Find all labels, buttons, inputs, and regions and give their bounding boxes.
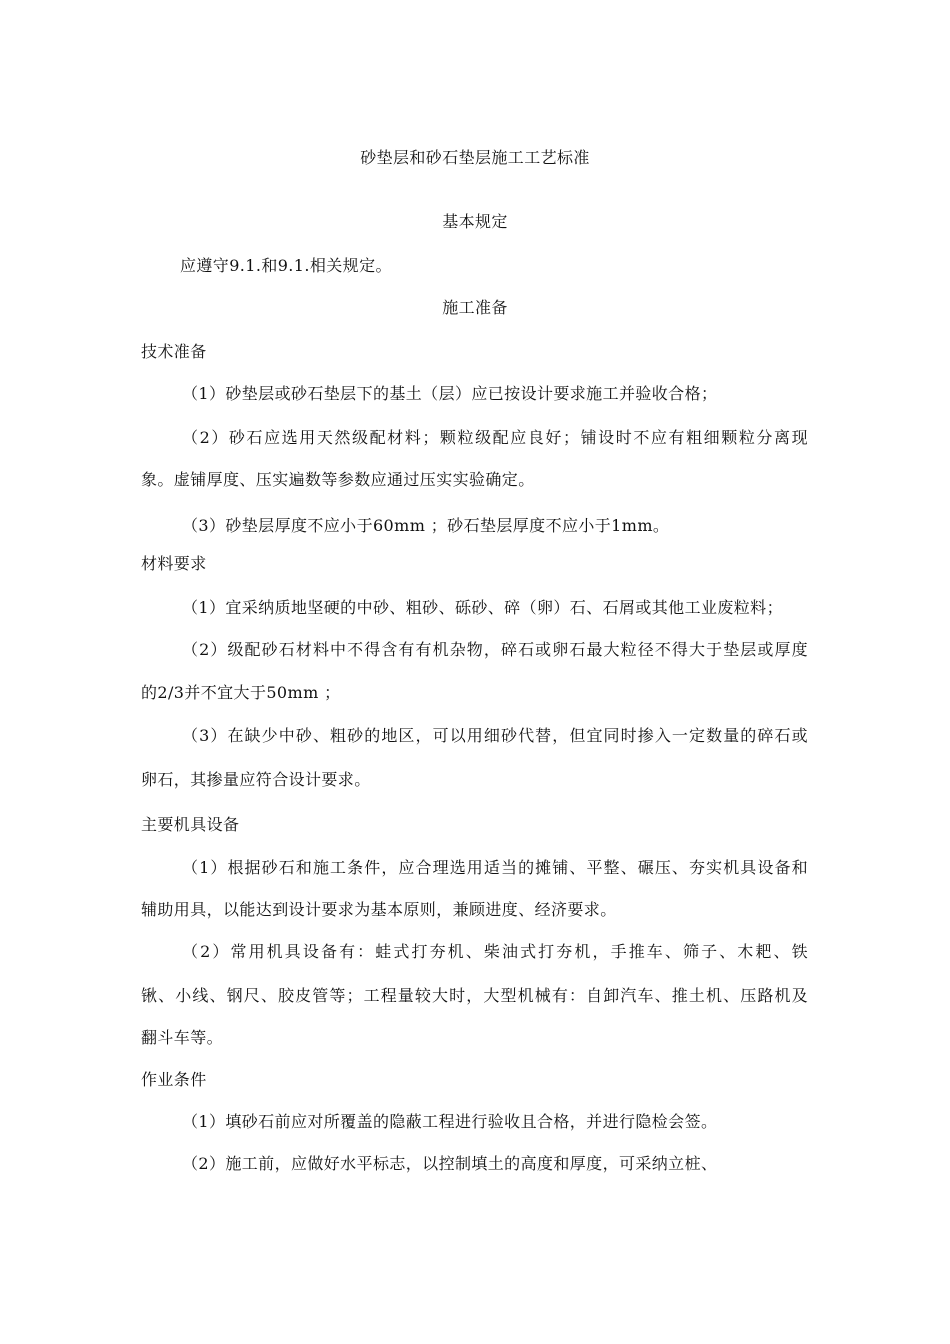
document-title: 砂垫层和砂石垫层施工工艺标准 — [360, 148, 590, 167]
section-heading-prep: 施工准备 — [442, 298, 508, 317]
paragraph-work-1: （1）填砂石前应对所覆盖的隐蔽工程进行验收且合格，并进行隐检会签。 — [182, 1112, 718, 1131]
paragraph-equipment-2-line2: 锹、小线、钢尺、胶皮管等；工程量较大时，大型机械有：自卸汽车、推土机、压路机及 — [141, 986, 808, 1005]
paragraph-tech-2-line1: （2）砂石应选用天然级配材料；颗粒级配应良好；铺设时不应有粗细颗粒分离现 — [182, 428, 808, 447]
subheading-work-conditions: 作业条件 — [141, 1070, 207, 1089]
paragraph-equipment-2-line1: （2）常用机具设备有：蛙式打夯机、柴油式打夯机，手推车、筛子、木耙、铁 — [182, 942, 808, 961]
paragraph-equipment-2-line3: 翻斗车等。 — [141, 1028, 224, 1047]
paragraph-basic: 应遵守9.1.和9.1.相关规定。 — [180, 256, 392, 275]
paragraph-tech-1: （1）砂垫层或砂石垫层下的基土（层）应已按设计要求施工并验收合格； — [182, 384, 718, 403]
subheading-tech: 技术准备 — [141, 342, 207, 361]
paragraph-material-1: （1）宜采纳质地坚硬的中砂、粗砂、砾砂、碎（卵）石、石屑或其他工业废粒料； — [182, 598, 783, 617]
paragraph-tech-3: （3）砂垫层厚度不应小于60mm ；砂石垫层厚度不应小于1mm。 — [182, 516, 670, 535]
subheading-equipment: 主要机具设备 — [141, 815, 240, 834]
paragraph-material-3-line1: （3）在缺少中砂、粗砂的地区，可以用细砂代替，但宜同时掺入一定数量的碎石或 — [182, 726, 808, 745]
subheading-material: 材料要求 — [141, 554, 207, 573]
paragraph-work-2: （2）施工前，应做好水平标志，以控制填土的高度和厚度，可采纳立桩、 — [182, 1154, 718, 1173]
paragraph-material-2-line1: （2）级配砂石材料中不得含有有机杂物，碎石或卵石最大粒径不得大于垫层或厚度 — [182, 640, 808, 659]
paragraph-material-2-line2: 的2/3并不宜大于50mm ； — [141, 683, 341, 702]
paragraph-equipment-1-line2: 辅助用具，以能达到设计要求为基本原则，兼顾进度、经济要求。 — [141, 900, 617, 919]
paragraph-tech-2-line2: 象。虚铺厚度、压实遍数等参数应通过压实实验确定。 — [141, 470, 535, 489]
paragraph-equipment-1-line1: （1）根据砂石和施工条件，应合理选用适当的摊铺、平整、碾压、夯实机具设备和 — [182, 858, 808, 877]
paragraph-material-3-line2: 卵石，其掺量应符合设计要求。 — [141, 770, 371, 789]
section-heading-basic: 基本规定 — [442, 212, 508, 231]
